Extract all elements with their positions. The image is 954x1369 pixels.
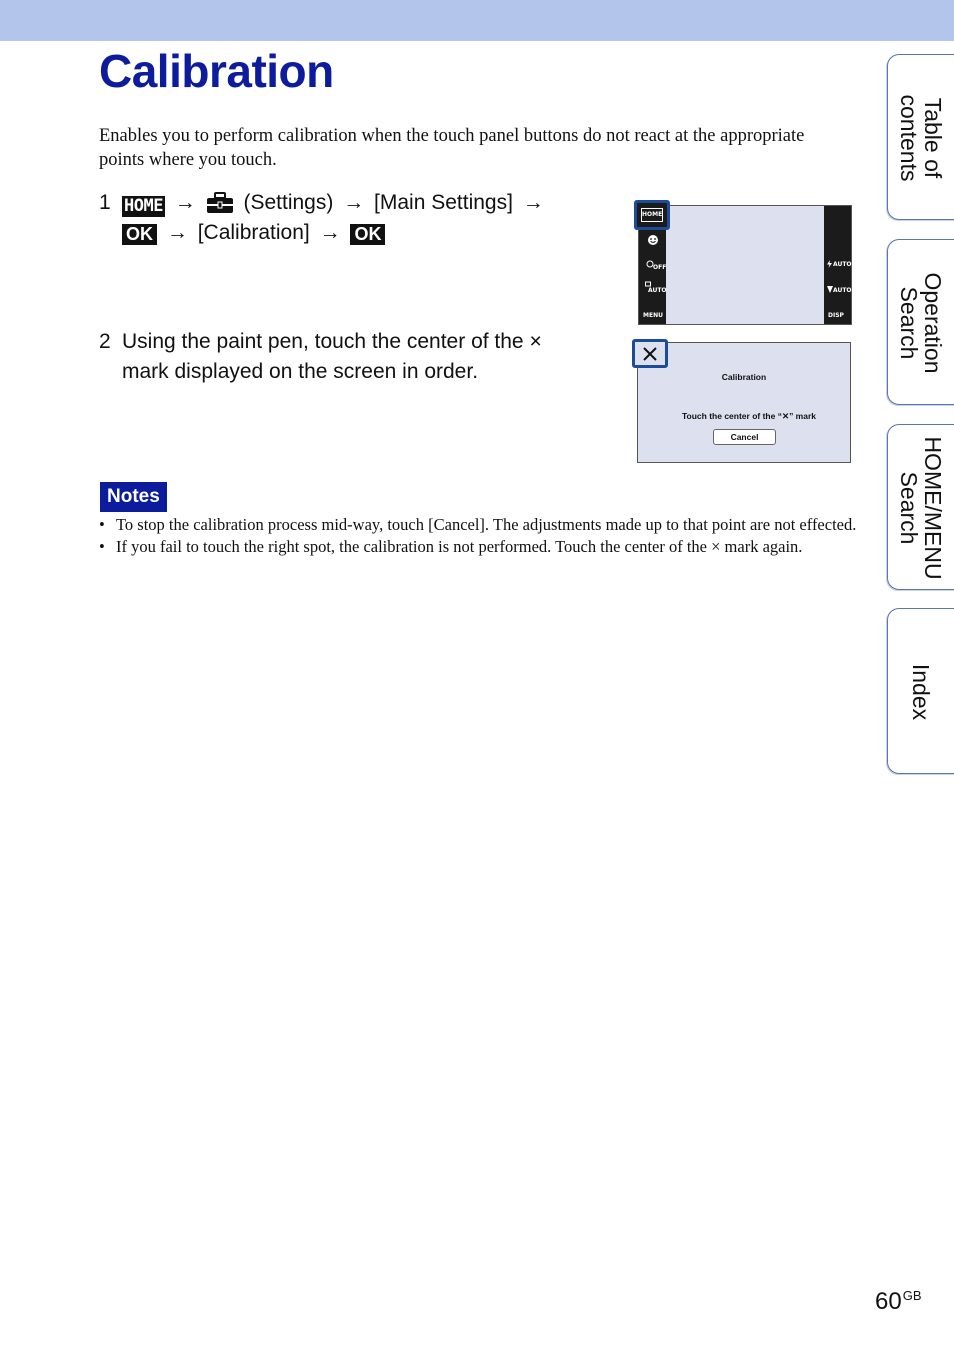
step-2	[99, 327, 589, 391]
arrow-icon: →	[522, 191, 544, 214]
home-button-highlight	[634, 200, 670, 230]
step-1-line-2	[122, 218, 548, 248]
disp-label: DISP	[828, 312, 844, 319]
tab-label-line-2: contents	[896, 94, 922, 182]
intro-text: Enables you to perform calibration when the touch panel buttons do not react at the appropriate points where you touch.	[99, 126, 805, 170]
top-band	[0, 0, 954, 41]
flash-icon	[827, 260, 832, 268]
tab-home-menu-search[interactable]	[887, 424, 954, 590]
step-2-line-2: mark displayed on the screen in order.	[122, 360, 479, 383]
arrow-icon: →	[319, 221, 341, 244]
step-1	[99, 188, 589, 252]
step-number: 2	[99, 330, 111, 353]
tab-label-line-2: Search	[896, 286, 922, 360]
page-number-suffix: GB	[902, 1288, 922, 1303]
page-number-value: 60	[875, 1288, 902, 1315]
scene-auto-label: AUTO	[648, 287, 667, 294]
camera-screen-illustration	[638, 205, 852, 325]
tab-label-line-1: Index	[908, 663, 934, 721]
settings-toolbox-icon	[206, 192, 234, 214]
tab-index[interactable]	[887, 608, 954, 774]
step-2-line-1: Using the paint pen, touch the center of the ×	[122, 330, 542, 353]
settings-label: (Settings)	[243, 191, 334, 214]
arrow-icon: →	[343, 191, 365, 214]
tab-label-line-1: HOME/MENU	[920, 436, 946, 580]
flash-auto-label: AUTO	[833, 261, 852, 268]
home-mini-icon: HOME	[641, 208, 663, 222]
tab-label-line-2: Search	[896, 471, 922, 545]
step-number: 1	[99, 191, 111, 214]
cancel-button[interactable]: Cancel	[713, 429, 776, 445]
ok-button-icon: OK	[350, 224, 385, 245]
step-1-body	[122, 188, 548, 248]
menu-label: MENU	[643, 312, 663, 319]
note-item: • If you fail to touch the right spot, the calibration is not performed. Touch the center of the × mark again.	[99, 536, 859, 558]
tab-operation-search[interactable]	[887, 239, 954, 405]
tab-label-line-1: Table of	[920, 97, 946, 179]
self-timer-off-label: OFF	[653, 264, 667, 271]
calibration-screen-illustration	[637, 342, 851, 463]
home-button-icon: HOME	[124, 196, 163, 216]
right-icon-bar	[824, 206, 851, 324]
calibration-label: [Calibration]	[197, 221, 310, 244]
self-timer-icon	[646, 260, 654, 268]
calibration-target-highlight	[632, 339, 668, 368]
note-item: • To stop the calibration process mid-way, touch [Cancel]. The adjustments made up to that point are not effected.	[99, 514, 859, 536]
main-settings-label: [Main Settings]	[374, 191, 513, 214]
page-number	[875, 1288, 922, 1316]
close-x-icon	[642, 347, 658, 361]
tab-table-of-contents[interactable]	[887, 54, 954, 220]
calibration-screen-title: Calibration	[721, 372, 767, 382]
tab-label-line-1: Operation	[920, 272, 946, 374]
arrow-icon: →	[174, 191, 196, 214]
calibration-screen-message: Touch the center of the “✕” mark	[681, 411, 816, 421]
camera-mode-icon	[645, 281, 651, 287]
step-2-body	[122, 327, 542, 387]
notes-list	[99, 514, 859, 557]
notes-label: Notes	[100, 482, 167, 512]
step-1-line-1	[122, 188, 548, 218]
ok-button-icon: OK	[122, 224, 157, 245]
page-title: Calibration	[99, 45, 334, 97]
arrow-icon: →	[166, 221, 188, 244]
smile-shutter-icon	[647, 234, 659, 246]
mode-auto-label: AUTO	[833, 287, 852, 294]
